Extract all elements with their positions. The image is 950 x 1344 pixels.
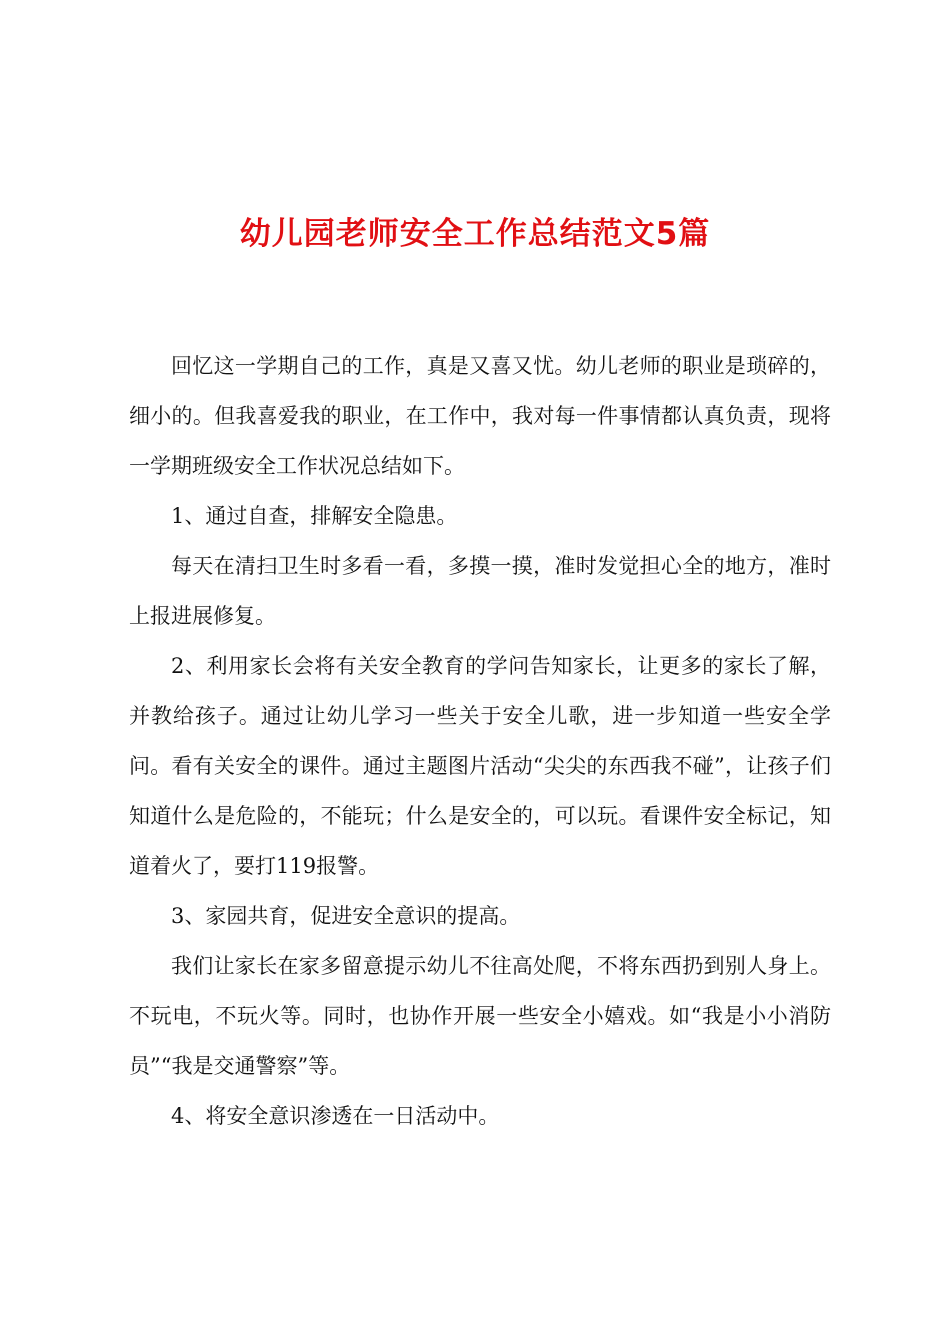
paragraph-intro: 回忆这一学期自己的工作，真是又喜又忧。幼儿老师的职业是琐碎的，细小的。但我喜爱我的职业，在工作中，我对每一件事情都认真负责，现将一学期班级安全工作状况总结如下。 xyxy=(129,354,831,478)
paragraph-section-3: 我们让家长在家多留意提示幼儿不往高处爬，不将东西扔到别人身上。不玩电，不玩火等。同时，也协作开展一些安全小嬉戏。如“我是小小消防员”“我是交通警察”等。 xyxy=(129,954,831,1078)
section-heading-2: 2、利用家长会将有关安全教育的学问告知家长，让更多的家长了解，并教给孩子。通过让幼儿学习一些关于安全儿歌，进一步知道一些安全学问。看有关安全的课件。通过主题图片活动“尖尖的东西我不碰”，让孩子们知道什么是危险的，不能玩；什么是安全的，可以玩。看课件安全标记，知道着火了，要打119报警。 xyxy=(129,654,831,878)
document-body xyxy=(129,341,831,1141)
document-title: 幼儿园老师安全工作总结范文5篇 xyxy=(239,216,711,252)
section-heading-3: 3、家园共育，促进安全意识的提高。 xyxy=(171,904,521,928)
section-heading-1: 1、通过自查，排解安全隐患。 xyxy=(171,504,458,528)
paragraph-section-1: 每天在清扫卫生时多看一看，多摸一摸，准时发觉担心全的地方，准时上报进展修复。 xyxy=(129,554,831,628)
section-heading-4: 4、将安全意识渗透在一日活动中。 xyxy=(171,1104,500,1128)
